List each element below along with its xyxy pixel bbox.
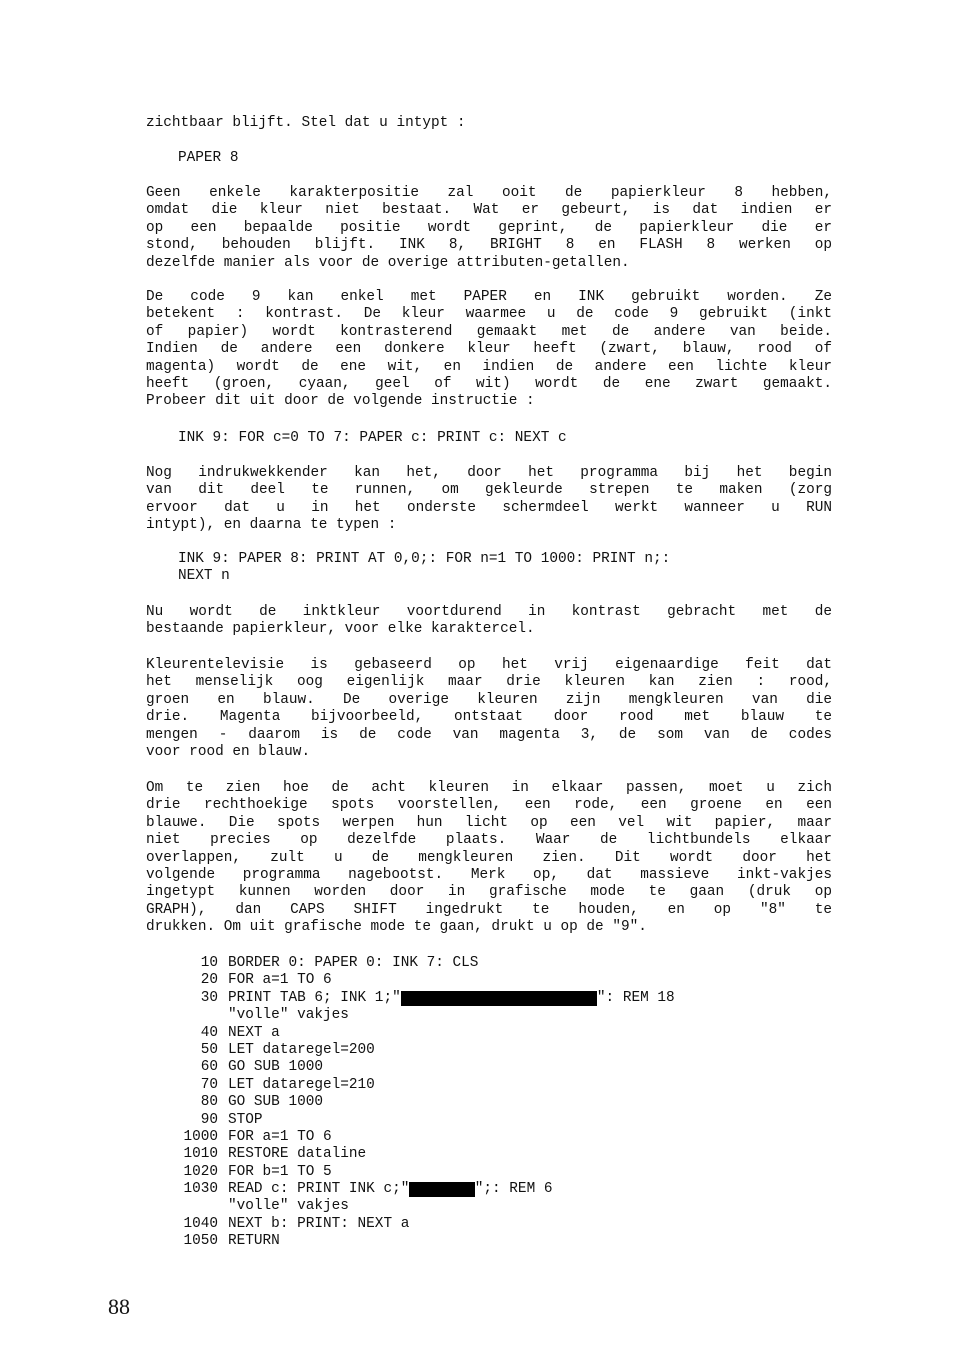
code-after-blocks: ";: REM 6 xyxy=(474,1181,553,1198)
paragraph-1-line: stond, behouden blijft. INK 8, BRIGHT 8 en FLASH 8 werken op xyxy=(146,237,832,254)
paragraph-6 xyxy=(146,780,832,937)
line-code: FOR a=1 TO 6 xyxy=(228,972,332,989)
line-number: 70 xyxy=(200,1076,218,1093)
paragraph-1-line: Geen enkele karakterpositie zal ooit de papierkleur 8 hebben, xyxy=(146,185,832,201)
paragraph-6-line: overlappen, zult u de mengkleuren zien. Dit wordt door het xyxy=(146,849,832,866)
paragraph-5-line: het menselijk oog eigenlijk maar drie kleuren kan zien : rood, xyxy=(146,674,832,691)
paragraph-2-line: betekent : kontrast. De kleur waarmee u de code 9 gebruikt (inkt xyxy=(146,306,832,323)
program-line xyxy=(168,1216,808,1233)
line-code: LET dataregel=210 xyxy=(228,1076,375,1093)
line-number: 1040 xyxy=(183,1215,218,1232)
line-number: 1050 xyxy=(183,1233,218,1250)
line-code: LET dataregel=200 xyxy=(228,1041,375,1058)
paragraph-2-line: of papier) wordt kontrasterend gemaakt met de andere van beide. xyxy=(146,323,832,340)
paragraph-2-line: De code 9 kan enkel met PAPER en INK gebruikt worden. Ze xyxy=(146,289,832,305)
line-code xyxy=(218,990,675,1007)
paragraph-3 xyxy=(146,465,832,535)
paragraph-4-line: Nu wordt de inktkleur voortdurend in kontrast gebracht met de xyxy=(146,604,832,620)
line-number: 60 xyxy=(200,1059,218,1076)
line-number: 1000 xyxy=(183,1128,218,1145)
program-line xyxy=(168,1059,808,1076)
program-line xyxy=(168,1077,808,1094)
example-paper8-block xyxy=(178,150,828,167)
intro-line-block xyxy=(146,115,832,132)
paragraph-3-line: intypt), en daarna te typen : xyxy=(146,517,397,534)
line-number: 40 xyxy=(200,1024,218,1041)
paragraph-5-line: drie. Magenta bijvoorbeeld, ontstaat door rood met blauw te xyxy=(146,709,832,726)
paragraph-3-line: van dit deel te runnen, om gekleurde strepen te maken (zorg xyxy=(146,482,832,499)
paragraph-5-line: Kleurentelevisie is gebaseerd op het vrij eigenaardige feit dat xyxy=(146,657,832,673)
paragraph-2-line: magenta) wordt de ene wit, en indien de andere een lichte kleur xyxy=(146,358,832,375)
line-number xyxy=(168,1198,218,1215)
page-number: 88 xyxy=(108,1294,130,1319)
paragraph-1 xyxy=(146,185,832,272)
line-number: 90 xyxy=(200,1111,218,1128)
program-line xyxy=(168,1129,808,1146)
paragraph-6-line: volgende programma nagebootst. Merk op, dat massieve inkt-vakjes xyxy=(146,866,832,883)
line-code: GO SUB 1000 xyxy=(228,1094,323,1111)
paragraph-3-line: ervoor dat u in het onderste schermdeel werkt wanneer u RUN xyxy=(146,499,832,516)
line-code: STOP xyxy=(228,1111,263,1128)
paragraph-3-line: Nog indrukwekkender kan het, door het programma bij het begin xyxy=(146,465,832,481)
program-line xyxy=(168,1007,808,1024)
program-line xyxy=(168,1112,808,1129)
paragraph-1-line: omdat die kleur niet bestaat. Wat er gebeurt, is dat indien er xyxy=(146,202,832,219)
program-line xyxy=(168,1233,808,1250)
paragraph-2-line: heeft (groen, cyaan, geel of wit) wordt de ene zwart gemaakt. xyxy=(146,375,832,392)
paragraph-2-line: Indien de andere een donkere kleur heeft (zwart, blauw, rood of xyxy=(146,341,832,358)
line-number: 50 xyxy=(200,1041,218,1058)
program-line xyxy=(168,1198,808,1215)
program-line xyxy=(168,1094,808,1111)
line-code: NEXT b: PRINT: NEXT a xyxy=(228,1215,410,1232)
line-number: 30 xyxy=(200,989,218,1006)
paragraph-1-line: op een bepaalde positie wordt geprint, de papierkleur die er xyxy=(146,219,832,236)
example-ink9-block xyxy=(178,430,828,447)
paragraph-1-line: dezelfde manier als voor de overige attributen-getallen. xyxy=(146,254,630,271)
program-line xyxy=(168,1181,808,1198)
paragraph-5-line: groen en blauw. De overige kleuren zijn mengkleuren van die xyxy=(146,691,832,708)
line-number: 20 xyxy=(200,972,218,989)
solid-ink-blocks xyxy=(401,991,597,1006)
code-after-blocks: ": REM 18 xyxy=(596,989,675,1006)
line-number: 80 xyxy=(200,1094,218,1111)
line-number: 10 xyxy=(200,955,218,971)
code-before-blocks: PRINT TAB 6; INK 1;" xyxy=(228,989,401,1006)
example-ink9: INK 9: FOR c=0 TO 7: PAPER c: PRINT c: NEXT c xyxy=(178,430,567,446)
line-number: 1030 xyxy=(183,1181,218,1198)
example-print-at-line: INK 9: PAPER 8: PRINT AT 0,0;: FOR n=1 TO 1000: PRINT n;: xyxy=(178,551,671,567)
line-code: FOR a=1 TO 6 xyxy=(228,1128,332,1145)
paragraph-6-line: niet precies op dezelfde plaats. Waar de lichtbundels elkaar xyxy=(146,832,832,849)
line-code: GO SUB 1000 xyxy=(228,1059,323,1076)
code-before-blocks: READ c: PRINT INK c;" xyxy=(228,1181,410,1198)
paragraph-6-line: ingetypt kunnen worden door in grafische mode te gaan (druk op xyxy=(146,884,832,901)
paragraph-5-line: voor rood en blauw. xyxy=(146,743,311,760)
program-line xyxy=(168,1042,808,1059)
paragraph-2-line: Probeer dit uit door de volgende instructie : xyxy=(146,393,535,410)
line-code: NEXT a xyxy=(228,1024,280,1041)
line-code xyxy=(218,1181,552,1198)
line-code: "volle" vakjes xyxy=(228,1007,349,1024)
line-number: 1020 xyxy=(183,1163,218,1180)
program-line xyxy=(168,1025,808,1042)
line-code: RETURN xyxy=(228,1233,280,1250)
line-number xyxy=(168,1007,218,1024)
paragraph-4-line: bestaande papierkleur, voor elke karaktercel. xyxy=(146,621,535,638)
paragraph-5 xyxy=(146,657,832,761)
program-line xyxy=(168,1164,808,1181)
paragraph-6-line: Om te zien hoe de acht kleuren in elkaar passen, moet u zich xyxy=(146,780,832,796)
paragraph-4 xyxy=(146,604,832,639)
solid-ink-blocks xyxy=(409,1182,474,1197)
line-code: BORDER 0: PAPER 0: INK 7: CLS xyxy=(228,955,479,971)
line-number: 1010 xyxy=(183,1146,218,1163)
line-code: FOR b=1 TO 5 xyxy=(228,1163,332,1180)
paragraph-5-line: mengen - daarom is de code van magenta 3, de som van de codes xyxy=(146,726,832,743)
program-line xyxy=(168,955,808,972)
line-code: RESTORE dataline xyxy=(228,1146,367,1163)
paragraph-6-line: drie rechthoekige spots voorstellen, een rode, een groene en een xyxy=(146,797,832,814)
paragraph-6-line: blauwe. Die spots werpen hun licht op een vel wit papier, maar xyxy=(146,814,832,831)
intro-line: zichtbaar blijft. Stel dat u intypt : xyxy=(146,115,466,131)
program-line xyxy=(168,972,808,989)
paragraph-6-line: drukken. Om uit grafische mode te gaan, drukt u op de "9". xyxy=(146,919,647,936)
example-paper8: PAPER 8 xyxy=(178,150,239,166)
program-line xyxy=(168,990,808,1007)
example-print-at-block xyxy=(178,551,828,586)
line-code: "volle" vakjes xyxy=(228,1198,349,1215)
program-listing xyxy=(168,955,808,1251)
paragraph-2 xyxy=(146,289,832,411)
paragraph-6-line: GRAPH), dan CAPS SHIFT ingedrukt te houden, en op "8" te xyxy=(146,901,832,918)
example-print-at-line: NEXT n xyxy=(178,568,230,585)
program-line xyxy=(168,1146,808,1163)
